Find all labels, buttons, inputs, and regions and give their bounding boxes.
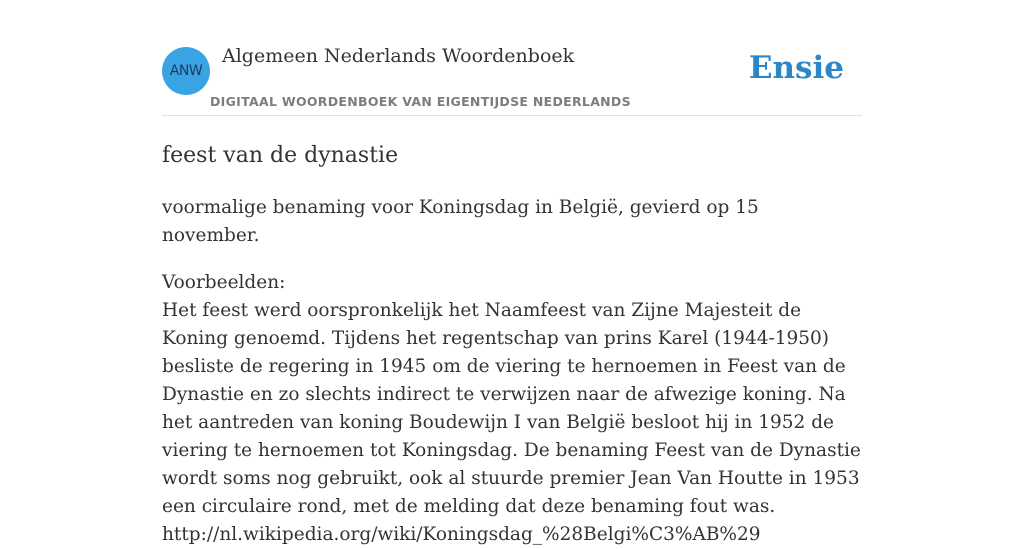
examples-block xyxy=(162,269,862,549)
source-title[interactable]: Algemeen Nederlands Woordenboek xyxy=(222,45,575,67)
examples-text: Het feest werd oorspronkelijk het Naamfeest van Zijne Majesteit de Koning genoemd. Tijdens het regentschap van prins Karel (1944-1950) besliste de regering in 1945 om de viering te hernoemen in Feest van de Dynastie en zo slechts indirect te verwijzen naar de afwezige koning. Na het aantreden van koning Boudewijn I van België besloot hij in 1952 de viering te hernoemen tot Koningsdag. De benaming Feest van de Dynastie wordt soms nog gebruikt, ook al stuurde premier Jean Van Houtte in 1953 een circulaire rond, met de melding dat deze benaming fout was. xyxy=(162,300,861,517)
examples-label: Voorbeelden: xyxy=(162,272,286,293)
content-column xyxy=(162,0,862,549)
entry-definition: voormalige benaming voor Koningsdag in België, gevierd op 15 november. xyxy=(162,197,759,246)
ensie-logo[interactable]: Ensie xyxy=(748,50,844,86)
anw-logo[interactable]: ANW xyxy=(162,47,210,95)
source-subtitle: DIGITAAL WOORDENBOEK VAN EIGENTIJDSE NEDERLANDS xyxy=(210,94,631,109)
wikipedia-link[interactable]: http://nl.wikipedia.org/wiki/Koningsdag_%28Belgi%C3%AB%29 xyxy=(162,524,761,545)
source-header xyxy=(162,0,862,116)
entry-term: feest van de dynastie xyxy=(162,143,399,168)
